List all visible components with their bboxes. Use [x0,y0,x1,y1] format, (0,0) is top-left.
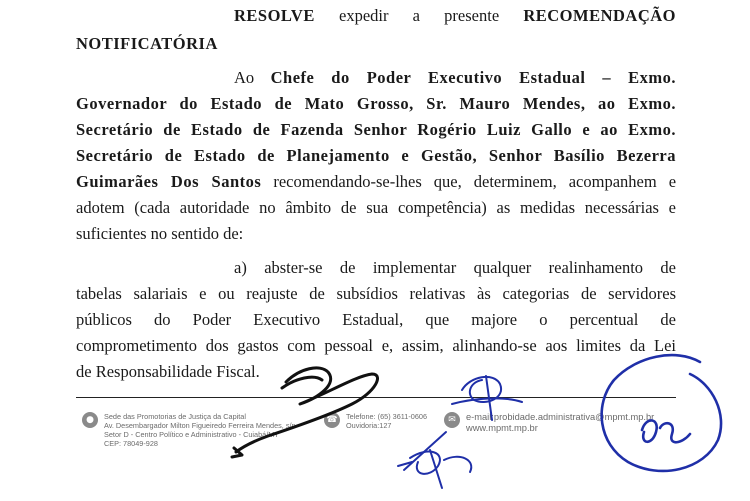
addressee-title: Chefe do Poder Executivo Estadual – Exmo. [270,68,676,87]
item-a-line-1: a) abster-se de implementar qualquer realinhamento de [234,258,676,277]
notificatoria-word: NOTIFICATÓRIA [76,34,218,53]
phone-text [346,412,427,430]
item-a-line-4: comprometimento dos gastos com pessoal e, assim, alinhando-se aos limites da Lei [76,336,676,355]
location-pin-icon: ● [82,412,98,428]
item-a-line-5: de Responsabilidade Fiscal. [76,362,260,381]
addressee-line-4: Secretário de Estado de Planejamento e Gestão, Senhor Basílio Bezerra [76,146,676,165]
text-span: recomendando-se-lhes que, determinem, acompanhem e [273,172,677,191]
footer-divider [76,397,676,398]
addressee-line-5 [76,172,676,192]
phone-icon: ☎ [324,412,340,428]
text-word: presente [444,6,500,25]
text-word: a [412,6,420,25]
footer-address [82,412,296,448]
addressee-name: Guimarães Dos Santos [76,172,262,191]
body-line-6: adotem (cada autoridade no âmbito de sua competência) as medidas necessárias e [76,198,676,217]
addressee-line-1 [234,68,676,88]
website-link[interactable]: www.mpmt.mp.br [466,423,538,433]
recomendacao-word: RECOMENDAÇÃO [523,6,676,25]
address-text [104,412,296,448]
phone-line: Telefone: (65) 3611-0606 [346,412,427,421]
text-word: expedir [339,6,389,25]
resolve-word: RESOLVE [234,6,315,25]
address-line: Av. Desembargador Milton Figueiredo Ferreira Mendes, s/n [104,421,296,430]
item-a-line-2: tabelas salariais e ou reajuste de subsídios relativas às categorias de servidores [76,284,676,303]
ouvidoria-line: Ouvidoria:127 [346,421,392,430]
email-text [466,412,654,434]
address-line: Sede das Promotorias de Justiça da Capital [104,412,246,421]
item-a-line-3: públicos do Poder Executivo Estadual, que majore o percentual de [76,310,676,329]
addressee-line-2: Governador do Estado de Mato Grosso, Sr. Mauro Mendes, ao Exmo. [76,94,676,113]
email-link[interactable]: e-mail:probidade.administrativa@mpmt.mp.br [466,412,655,422]
email-icon: ✉ [444,412,460,428]
addressee-line-3: Secretário de Estado de Fazenda Senhor Rogério Luiz Gallo e ao Exmo. [76,120,676,139]
footer-email [444,412,654,434]
address-line: CEP: 78049-928 [104,439,158,448]
footer-phone [324,412,427,430]
text-word: Ao [234,68,255,87]
body-line-7: suficientes no sentido de: [76,224,244,243]
address-line: Setor D - Centro Político e Administrativo - Cuiabá/MT [104,430,279,439]
resolve-line [234,6,676,26]
